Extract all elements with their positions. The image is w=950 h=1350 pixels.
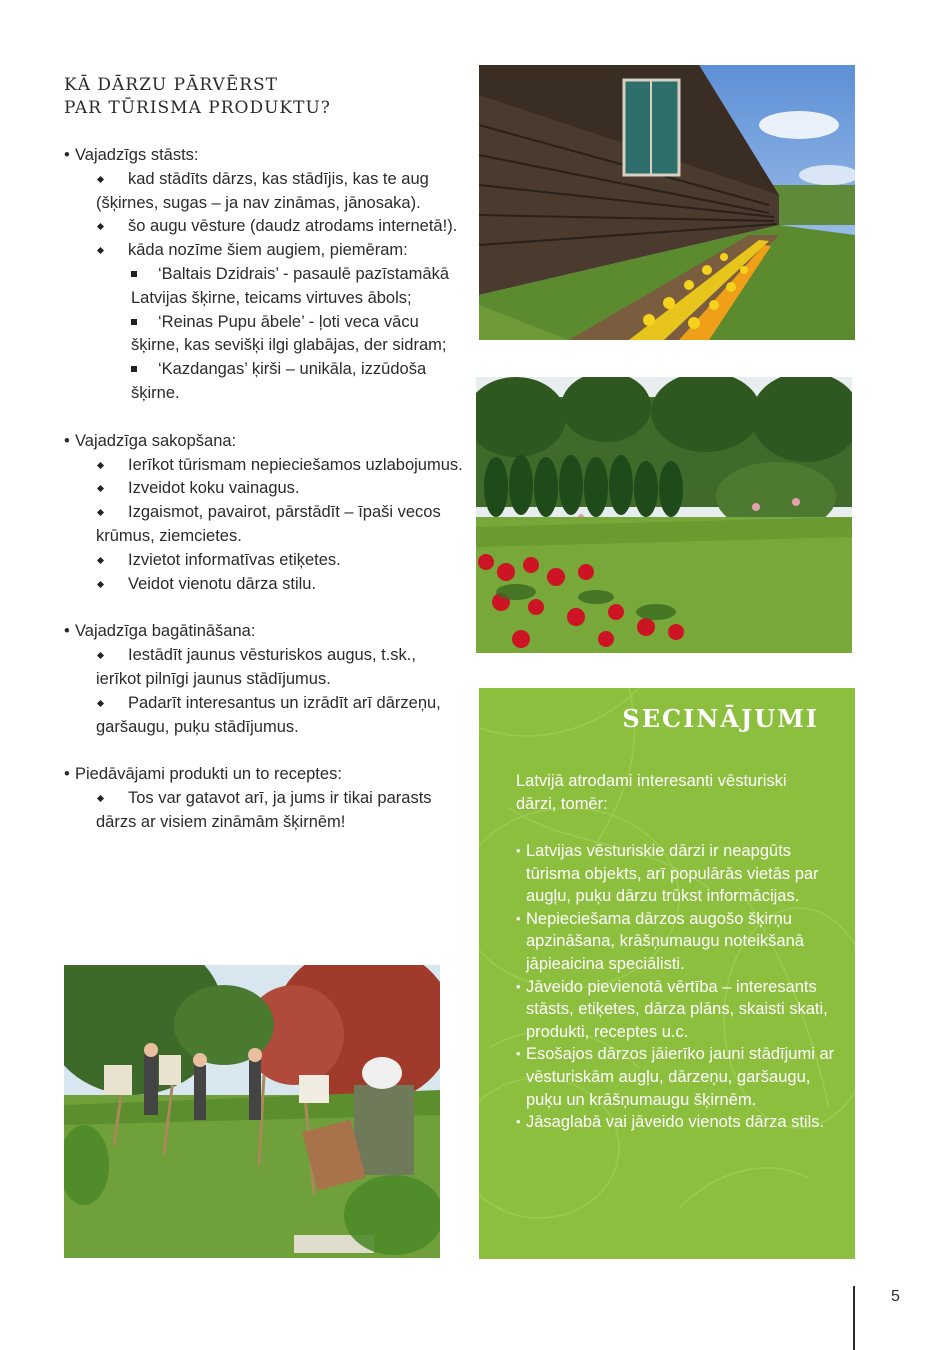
page-number: 5 (891, 1288, 900, 1305)
diamond-bullet-icon (97, 223, 104, 230)
heading-line-2: PAR TŪRISMA PRODUKTU? (64, 98, 331, 118)
list-item-text: Ierīkot tūrismam nepieciešamos uzlabojumus. (128, 455, 463, 474)
list-item (96, 692, 464, 740)
photo-rose-garden-lawn (476, 377, 852, 653)
conclusion-item: • Latvijas vēsturiskie dārzi ir neapgūts tūrisma objekts, arī populārās vietās par augļu, puķu dārzu trūkst informācijas. (516, 840, 836, 908)
conclusion-item: • Nepieciešama dārzos augošo šķirņu apzināšana, krāšņumaugu noteikšanā jāpieaicina speciālisti. (516, 908, 836, 976)
square-bullet-icon (131, 366, 137, 372)
list-item-text: Veidot vienotu dārza stilu. (128, 574, 317, 593)
conclusion-item: • Esošajos dārzos jāierīko jauni stādījumi ar vēsturiskām augļu, dārzeņu, garšaugu, puķu un krāšņumaugu šķirnēm. (516, 1043, 836, 1111)
section-heading: • Piedāvājami produkti un to receptes: (64, 763, 464, 787)
diamond-bullet-icon (97, 485, 104, 492)
section-heading: • Vajadzīgs stāsts: (64, 144, 464, 168)
list-item (96, 787, 464, 835)
diamond-bullet-icon (97, 509, 104, 516)
list-item-text: Izvietot informatīvas etiķetes. (128, 550, 341, 569)
list-item (96, 501, 464, 549)
conclusion-item: • Jāsaglabā vai jāveido vienots dārza stils. (516, 1111, 836, 1134)
conclusions-intro: Latvijā atrodami interesanti vēsturiski dārzi, tomēr: (516, 772, 787, 813)
sub-list-item (131, 311, 464, 359)
section (64, 620, 464, 739)
list-item (96, 644, 464, 692)
diamond-bullet-icon (97, 700, 104, 707)
section (64, 763, 464, 834)
list-item (96, 477, 464, 501)
list-item-text: Izveidot koku vainagus. (128, 479, 300, 498)
page-number-divider (853, 1286, 855, 1350)
list-item (96, 573, 464, 597)
list-item-text: Izgaismot, pavairot, pārstādīt – īpaši vecos krūmus, ziemcietes. (96, 503, 441, 545)
diamond-bullet-icon (97, 557, 104, 564)
conclusions-list (516, 840, 836, 1134)
list-item-text: Tos var gatavot arī, ja jums ir tikai parasts dārzs ar visiem zināmām šķirnēm! (96, 789, 432, 831)
list-item (96, 454, 464, 478)
sub-list-item (131, 358, 464, 406)
list-item-text: Iestādīt jaunus vēsturiskos augus, t.sk., ierīkot pilnīgi jaunus stādījumus. (96, 646, 416, 688)
list-item (96, 168, 464, 216)
list-item (96, 239, 464, 263)
list-item-text: kāda nozīme šiem augiem, piemēram: (128, 241, 408, 260)
conclusions-title: SECINĀJUMI (622, 704, 819, 733)
conclusions-panel (479, 688, 855, 1259)
sub-list-item-text: ‘Baltais Dzidrais’ - pasaulē pazīstamākā Latvijas šķirne, teicams virtuves ābols; (131, 264, 450, 307)
heading-line-1: KĀ DĀRZU PĀRVĒRST (64, 75, 279, 95)
list-item (96, 549, 464, 573)
list-item-text: Padarīt interesantus un izrādīt arī dārzeņu, garšaugu, puķu stādījumus. (96, 693, 441, 736)
section (64, 144, 464, 406)
main-text-column (64, 144, 464, 859)
diamond-bullet-icon (97, 652, 104, 659)
diamond-bullet-icon (97, 247, 104, 254)
photo-painters-in-garden (64, 965, 440, 1258)
section-heading: • Vajadzīga sakopšana: (64, 430, 464, 454)
conclusion-item: • Jāveido pievienotā vērtība – interesants stāsts, etiķetes, dārza plāns, skaisti skati, produkti, receptes u.c. (516, 976, 836, 1044)
diamond-bullet-icon (97, 462, 104, 469)
square-bullet-icon (131, 319, 137, 325)
section-heading: • Vajadzīga bagātināšana: (64, 620, 464, 644)
diamond-bullet-icon (97, 581, 104, 588)
list-item (96, 215, 464, 239)
sub-list-item-text: ‘Reinas Pupu ābele’ - ļoti veca vācu šķirne, kas sevišķi ilgi glabājas, der sidram; (131, 312, 447, 355)
square-bullet-icon (131, 271, 137, 277)
section (64, 430, 464, 597)
sub-list-item-text: ‘Kazdangas’ ķirši – unikāla, izzūdoša šķirne. (131, 360, 427, 402)
photo-wooden-house-garden (479, 65, 855, 340)
list-item-text: šo augu vēsture (daudz atrodams internetā!). (128, 217, 458, 236)
page-heading (64, 74, 331, 120)
diamond-bullet-icon (97, 176, 104, 183)
list-item-text: kad stādīts dārzs, kas stādījis, kas te aug (šķirnes, sugas – ja nav zināmas, jānosaka). (96, 169, 429, 212)
diamond-bullet-icon (97, 795, 104, 802)
sub-list-item (131, 263, 464, 311)
